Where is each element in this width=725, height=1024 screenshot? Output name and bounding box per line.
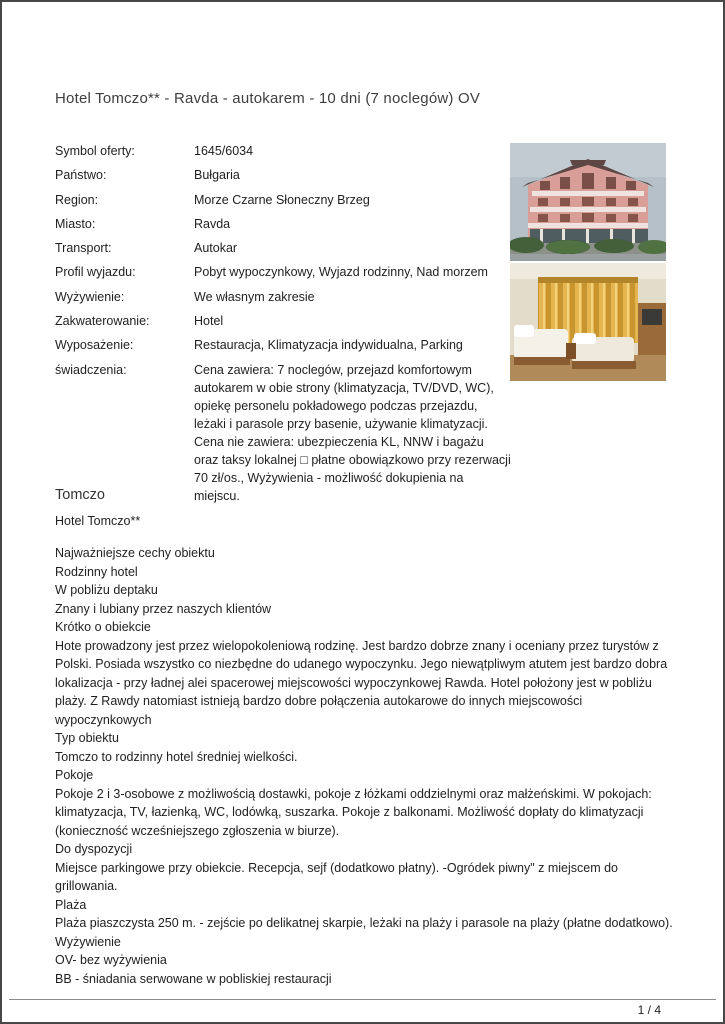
info-label: Region: (55, 192, 99, 207)
spacer (55, 530, 673, 544)
description-paragraph: Wyżywienie (55, 934, 121, 949)
hotel-room-photo (510, 263, 666, 381)
description-paragraph: Znany i lubiany przez naszych klientów (55, 601, 272, 616)
hotel-name: Hotel Tomczo** (55, 513, 141, 528)
info-value: 1645/6034 (194, 144, 254, 158)
info-row (55, 263, 511, 281)
offer-info-table (55, 142, 511, 511)
info-value: Bułgaria (194, 168, 240, 183)
info-row (55, 239, 511, 257)
info-row (55, 166, 511, 184)
description-paragraph: Najważniejsze cechy obiektu (55, 546, 215, 560)
info-row (55, 191, 511, 209)
info-label: Wyżywienie: (55, 289, 125, 304)
page-number: 1 / 4 (637, 1003, 661, 1017)
info-value: Pobyt wypoczynkowy, Wyjazd rodzinny, Nad morzem (194, 265, 488, 280)
info-value: Morze Czarne Słoneczny Brzeg (194, 192, 370, 207)
info-value: Cena zawiera: 7 noclegów, przejazd komfortowym autokarem w obie strony (klimatyzacja, TV/DVD, WC), opiekę personelu pokładowego podczas przejazdu, leżaki i parasole przy basenie, używanie klimatyzacji. Cena nie zawiera: ubezpieczenia KL, NNW i bagażu oraz taksy lokalnej □ płatne obowiązkowo przy rezerwacji 70 zł/os., Wyżywienia - możliwość dokupienia na miejscu. (194, 362, 511, 503)
description-paragraph: OV- bez wyżywienia (55, 953, 167, 967)
description-paragraph: Typ obiektu (55, 731, 119, 745)
hotel-description (55, 486, 673, 988)
info-row (55, 312, 511, 330)
hotel-exterior-photo (510, 143, 666, 261)
info-value: Restauracja, Klimatyzacja indywidualna, Parking (194, 338, 463, 353)
info-label: Profil wyjazdu: (55, 265, 136, 280)
footer-divider (9, 999, 716, 1000)
info-value: Ravda (194, 216, 231, 231)
info-row (55, 288, 511, 306)
description-paragraph: Tomczo to rodzinny hotel średniej wielkości. (55, 749, 298, 764)
info-row (55, 215, 511, 233)
description-paragraph: Plaża piaszczysta 250 m. - zejście po delikatnej skarpie, leżaki na plaży i parasole na plaży (płatne dodatkowo). (55, 916, 673, 930)
info-label: Transport: (55, 241, 112, 256)
info-label: świadczenia: (55, 362, 127, 377)
description-paragraph: Pokoje 2 i 3-osobowe z możliwością dostawki, pokoje z łóżkami oddzielnymi oraz małżeńskimi. W pokojach: klimatyzacja, TV, łazienką, WC, lodówką, suszarka. Pokoje z balkonami. Możliwość dopłaty do klimatyzacji (konieczność wcześniejszego zgłoszenia w biurze). (55, 786, 652, 838)
info-label: Państwo: (55, 168, 107, 183)
description-paragraph: BB - śniadania serwowane w pobliskiej restauracji (55, 971, 332, 986)
description-paragraph: Pokoje (55, 768, 94, 782)
section-heading: Tomczo (55, 487, 105, 503)
info-label: Miasto: (55, 216, 96, 231)
info-row (55, 142, 511, 160)
photo-column (510, 143, 666, 381)
info-label: Symbol oferty: (55, 144, 135, 158)
info-value: Hotel (194, 314, 224, 329)
info-label: Zakwaterowanie: (55, 314, 150, 329)
description-paragraph: Do dyspozycji (55, 842, 133, 856)
info-row (55, 361, 511, 505)
description-paragraph: Miejsce parkingowe przy obiekcie. Recepcja, sejf (dodatkowo płatny). -Ogródek piwny" z miejscem do grillowania. (55, 860, 619, 893)
info-label: Wyposażenie: (55, 338, 134, 353)
description-paragraph: W pobliżu deptaku (55, 583, 158, 597)
description-paragraph: Rodzinny hotel (55, 564, 138, 579)
description-paragraph: Krótko o obiekcie (55, 620, 151, 634)
description-paragraph: Hote prowadzony jest przez wielopokoleniową rodzinę. Jest bardzo dobrze znany i oceniany przez turystów z Polski. Posiada wszystko co niezbędne do udanego wypoczynku. Jego niewątpliwym atutem jest bardzo dobra lokalizacja - przy ładnej alei spacerowej miejscowości wypoczynkowej Rawda. Hotel położony jest w pobliżu plaży. Z Rawdy natomiast istnieją bardzo dobre połączenia autokarowe do innych miejscowości wypoczynkowych (55, 638, 668, 727)
page-title: Hotel Tomczo** - Ravda - autokarem - 10 dni (7 noclegów) OV (55, 90, 481, 107)
info-row (55, 336, 511, 354)
description-paragraph: Plaża (55, 897, 87, 912)
info-value: Autokar (194, 241, 238, 256)
info-value: We własnym zakresie (194, 289, 315, 304)
